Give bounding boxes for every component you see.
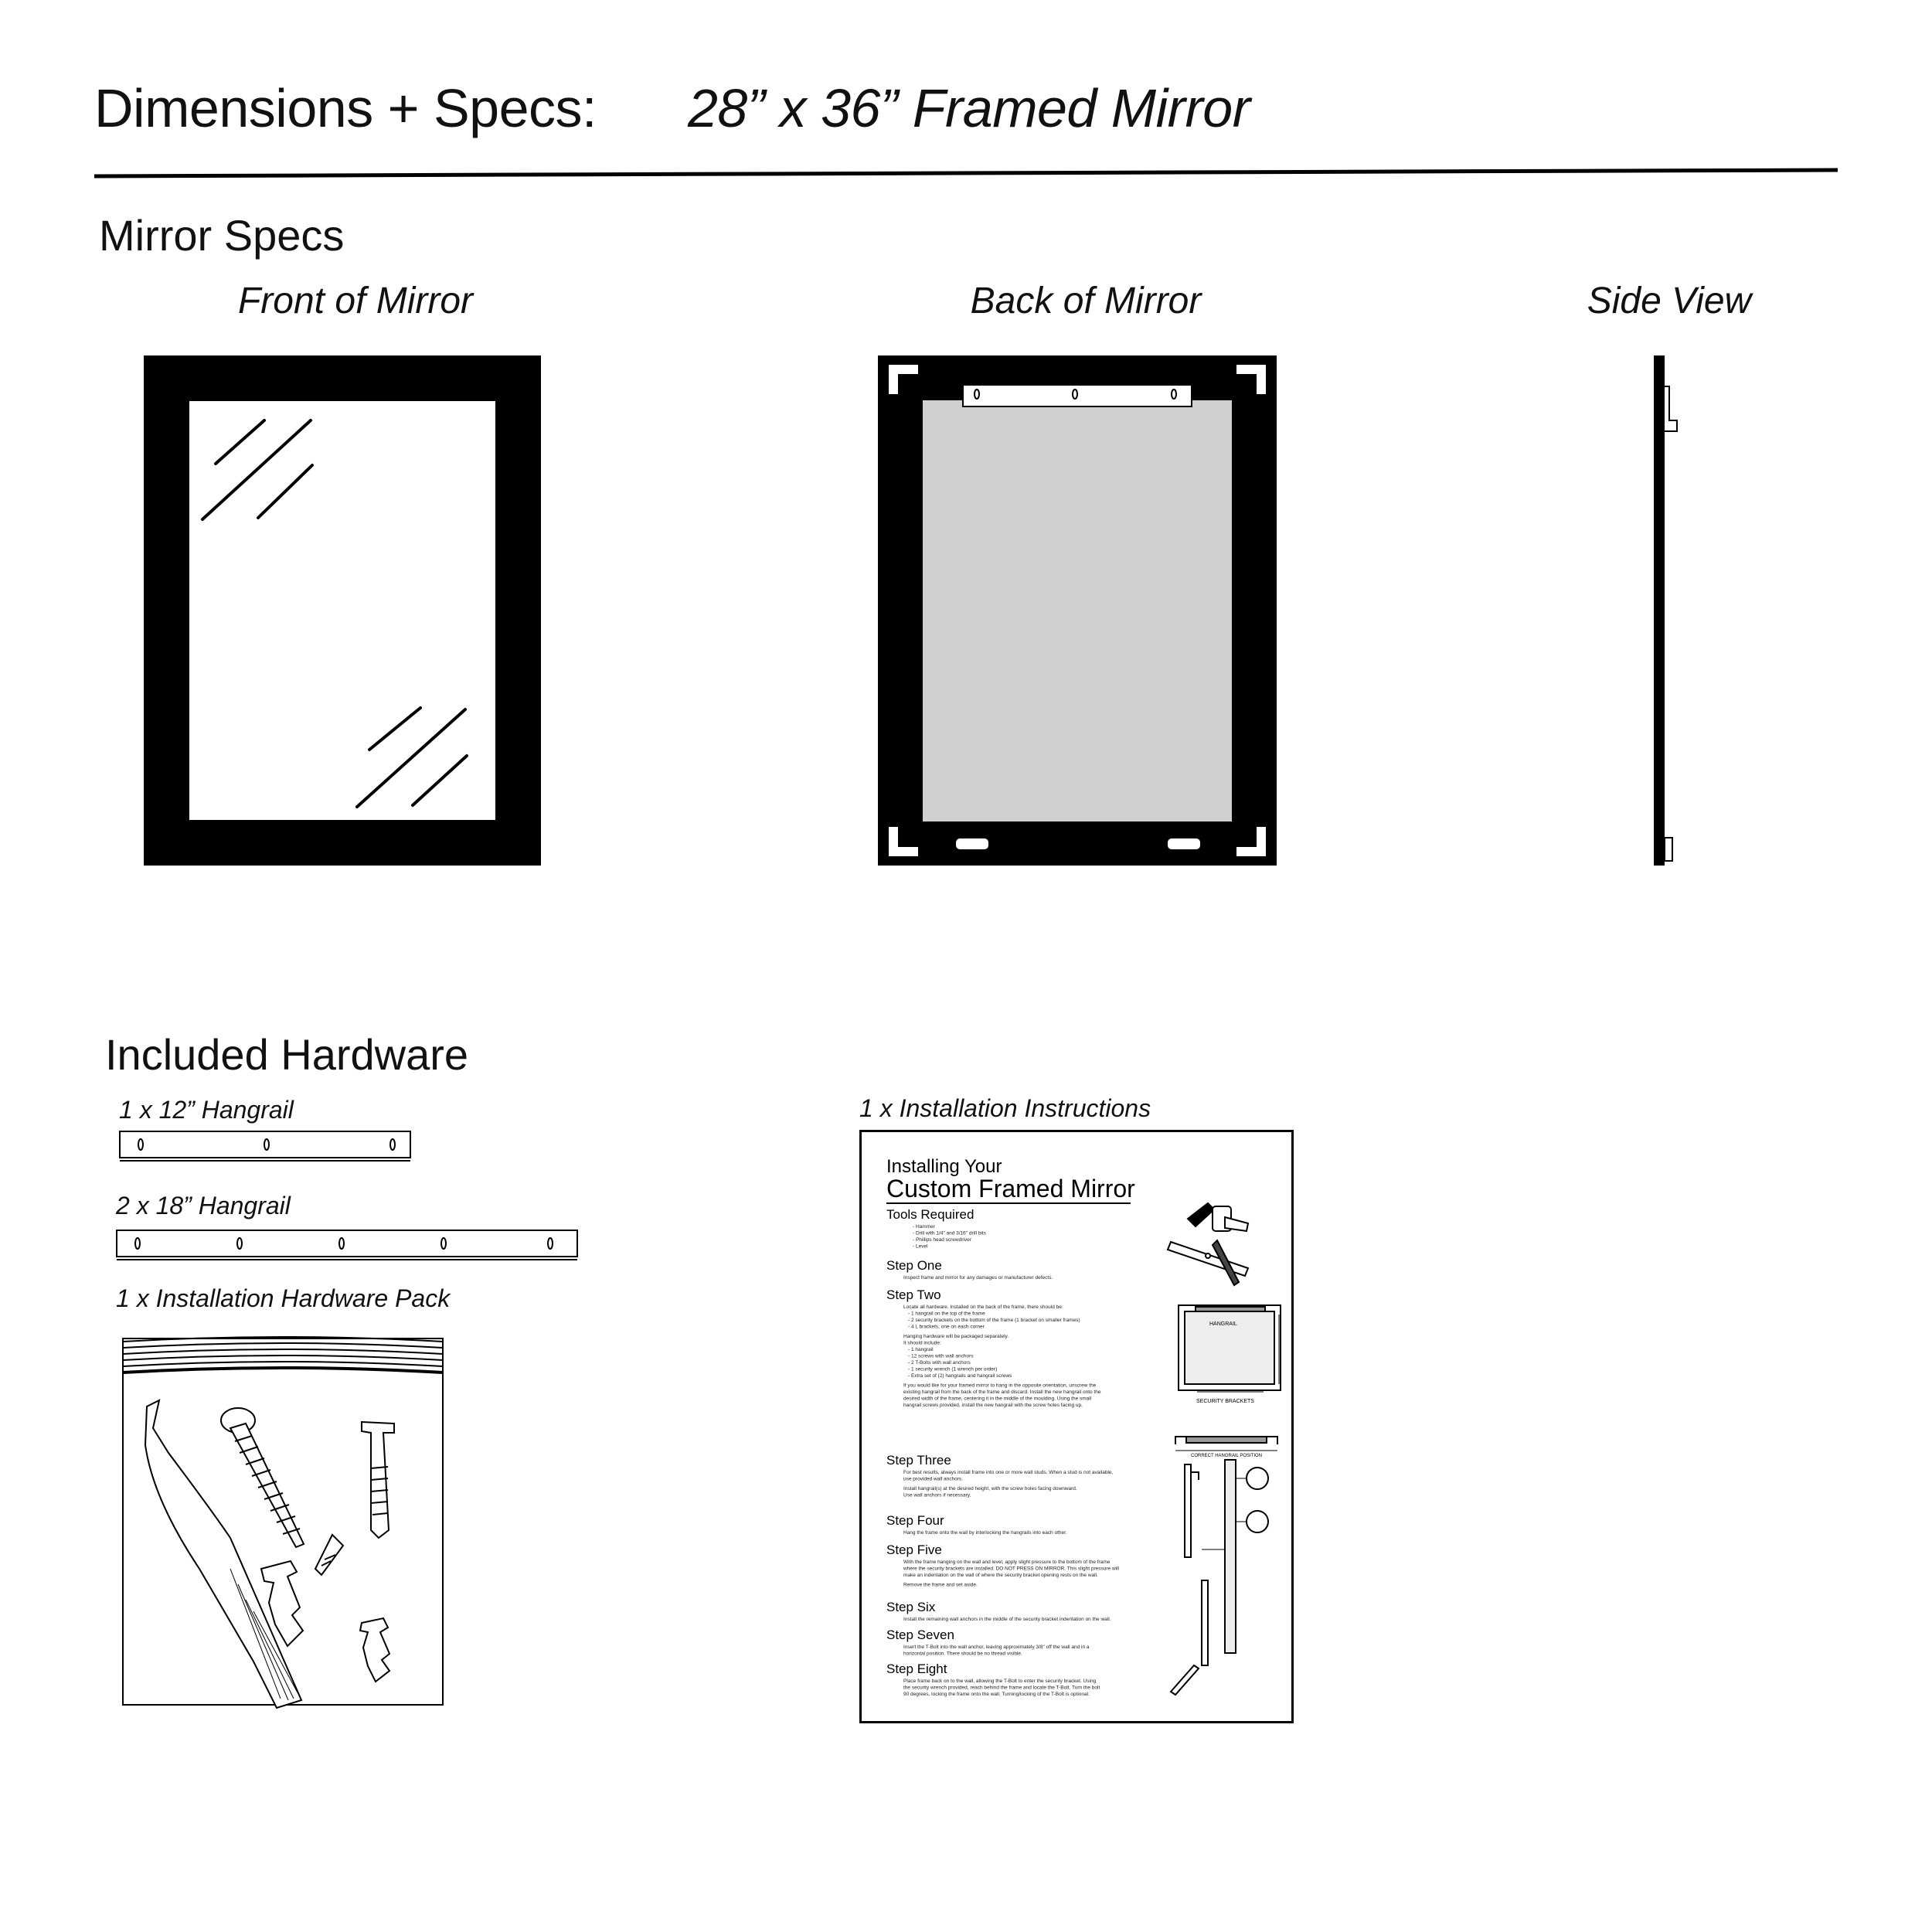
doc-title-line2: Custom Framed Mirror xyxy=(886,1175,1135,1202)
doc-section-line: Install the remaining wall anchors in the middle of the security bracket indentation on the wall. xyxy=(903,1617,1111,1622)
page-title xyxy=(94,77,597,139)
diagram-label-correct: CORRECT HANGRAIL POSITION xyxy=(1191,1454,1263,1458)
hardware-pack-label: 1 x Installation Hardware Pack xyxy=(116,1284,451,1312)
side-profile xyxy=(1654,355,1665,866)
side-hangrail xyxy=(1665,386,1677,431)
doc-section-line: - 4 L brackets, one on each corner xyxy=(908,1324,985,1330)
doc-section-line: use provided wall anchors. xyxy=(903,1476,963,1482)
instructions-label: 1 x Installation Instructions xyxy=(859,1094,1151,1122)
doc-section-line: - 1 hangrail on the top of the frame xyxy=(908,1311,985,1317)
wall-mount-diagram xyxy=(1171,1460,1268,1695)
doc-section-line: the security wrench provided, reach behind the frame and locate the T-Bolt. Turn the bolt xyxy=(903,1685,1100,1691)
instructions-content xyxy=(862,1132,1291,1721)
doc-section-line: - Extra set of (2) hangrails and hangrail screws xyxy=(908,1373,1012,1379)
diagram-label-security: SECURITY BRACKETS xyxy=(1196,1399,1254,1404)
doc-section-heading: Step Eight xyxy=(886,1662,947,1676)
doc-section-line: Place frame back on to the wall, allowing the T-Bolt to enter the security bracket. Using xyxy=(903,1679,1097,1684)
doc-section-line: desired width of the frame, centering it in the middle of the moulding. Using the small xyxy=(903,1396,1092,1402)
doc-section-line: Locate all hardware. Installed on the back of the frame, there should be: xyxy=(903,1304,1063,1310)
hangrail-18-label: 2 x 18” Hangrail xyxy=(116,1192,291,1219)
doc-section-line: Insert the T-Bolt into the wall anchor, leaving approximately 3/8" off the wall and in a xyxy=(903,1645,1090,1650)
doc-section-line: horizontal position. There should be no thread visible. xyxy=(903,1651,1022,1657)
doc-section-line: make an indentation on the wall of where the security bracket opening rests on the wall. xyxy=(903,1573,1098,1578)
product-title-label: 28” x 36” Framed Mirror xyxy=(688,78,1250,138)
diagram-label-hangrail: HANGRAIL xyxy=(1209,1321,1237,1327)
side-view-label: Side View xyxy=(1587,281,1752,321)
back-view-label: Back of Mirror xyxy=(970,281,1202,321)
doc-section-line: - 12 screws with wall anchors xyxy=(908,1353,974,1359)
doc-section-line: Remove the frame and set aside. xyxy=(903,1582,978,1588)
doc-section-heading: Step Six xyxy=(886,1600,936,1614)
hardware-heading: Included Hardware xyxy=(105,1030,469,1079)
doc-title-line1: Installing Your xyxy=(886,1156,1002,1177)
hangrail-12-drawing xyxy=(119,1130,413,1164)
front-mirror-drawing xyxy=(144,355,546,866)
doc-section-line: With the frame hanging on the wall and level, apply slight pressure to the bottom of the frame xyxy=(903,1560,1111,1565)
doc-section-heading: Tools Required xyxy=(886,1207,975,1222)
doc-section-line: Hang the frame onto the wall by interlocking the hangrails into each other. xyxy=(903,1530,1067,1536)
back-hangrail xyxy=(963,385,1192,406)
doc-section-line: - Hammer xyxy=(913,1224,935,1230)
doc-section-heading: Step Four xyxy=(886,1513,944,1528)
doc-section-line: - 1 hangrail xyxy=(908,1347,934,1352)
hardware-diagram xyxy=(1179,1305,1281,1392)
instructions-document xyxy=(859,1130,1294,1723)
doc-section-line: existing hangrail from the back of the frame and discard. Install the new hangrail onto the xyxy=(903,1389,1101,1395)
doc-section-line: - Phillips head screwdriver xyxy=(913,1237,971,1243)
doc-section-heading: Step Two xyxy=(886,1287,941,1302)
hangrail-position-diagram xyxy=(1175,1437,1277,1451)
doc-section-line: - 2 T-Bolts with wall anchors xyxy=(908,1360,971,1366)
doc-section-line: - Level xyxy=(913,1243,928,1250)
doc-section-line: It should include: xyxy=(903,1340,941,1346)
doc-section-heading: Step One xyxy=(886,1258,942,1273)
mirror-specs-heading: Mirror Specs xyxy=(99,211,345,260)
front-view-label: Front of Mirror xyxy=(237,281,474,321)
doc-section-line: hangrail screws provided, install the new hangrail with the screw holes facing up. xyxy=(903,1403,1083,1408)
doc-section-line: - Drill with 1/4" and 3/16" drill bits xyxy=(913,1230,986,1236)
back-panel xyxy=(923,400,1232,821)
doc-section-line: For best results, always install frame into one or more wall studs. When a stud is not available, xyxy=(903,1470,1114,1475)
doc-section-line: If you would like for your framed mirror to hang in the opposite orientation, unscrew the xyxy=(903,1383,1097,1389)
doc-section-heading: Step Five xyxy=(886,1543,942,1557)
doc-section-heading: Step Seven xyxy=(886,1628,954,1642)
doc-section-line: Inspect frame and mirror for any damages or manufacturer defects. xyxy=(903,1275,1053,1281)
doc-section-line: - 2 security brackets on the bottom of the frame (1 bracket on smaller frames) xyxy=(908,1318,1080,1323)
hangrail-12-label: 1 x 12” Hangrail xyxy=(119,1096,294,1124)
side-view-drawing xyxy=(1651,355,1697,866)
front-glass xyxy=(189,401,495,820)
product-title xyxy=(688,77,1250,139)
doc-section-line: - 1 security wrench (1 wrench per order) xyxy=(908,1366,998,1372)
side-bracket xyxy=(1665,838,1672,861)
tools-icon xyxy=(1168,1203,1248,1285)
doc-section-line: Hanging hardware will be packaged separately. xyxy=(903,1334,1009,1339)
hangrail-18-drawing xyxy=(116,1229,580,1263)
page-title-label: Dimensions + Specs: xyxy=(94,78,597,138)
doc-section-line: where the security brackets are installed. DO NOT PRESS ON MIRROR. This slight pressure will xyxy=(903,1566,1119,1572)
doc-section-line: Use wall anchors if necessary. xyxy=(903,1492,971,1498)
doc-section-line: Install hangrail(s) at the desired height, with the screw holes facing downward. xyxy=(903,1486,1077,1492)
doc-section-heading: Step Three xyxy=(886,1453,951,1468)
hardware-pack-drawing xyxy=(122,1337,447,1708)
doc-section-line: 90 degrees, locking the frame onto the wall. Turning/locking of the T-Bolt is optional. xyxy=(903,1692,1090,1697)
back-mirror-drawing xyxy=(878,355,1280,866)
